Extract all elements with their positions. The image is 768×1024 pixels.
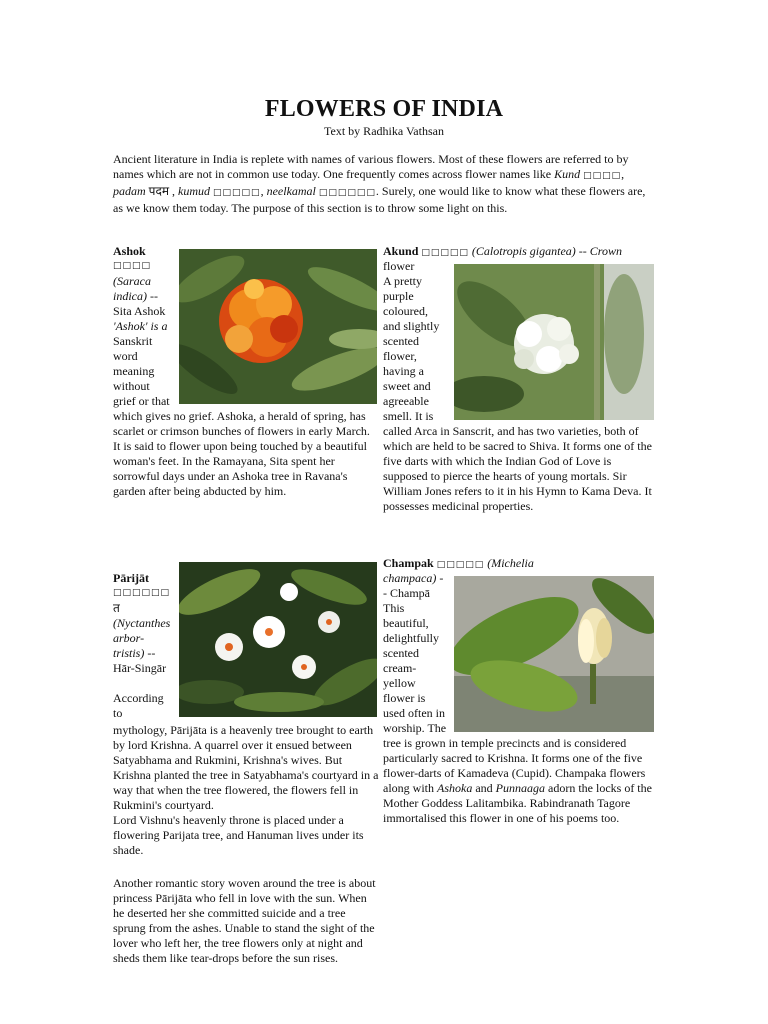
ashok-line: word [113, 349, 138, 363]
champak-line: flower is [383, 691, 426, 705]
term-kund: Kund [554, 167, 581, 181]
parijat-devanagari: त [113, 601, 120, 615]
intro-text-1: Ancient literature in India is replete with names of various flowers. Most of these flowers are referred to by names which are not in common use today. One frequently comes across flower names like [113, 152, 629, 181]
ashok-heading: Ashok [113, 244, 146, 258]
ashok-body: which gives no grief. Ashoka, a herald of spring, has scarlet or crimson bunches of flowers in early March. It is said to flower upon being touched by a beautiful woman's feet. In the Ramayana, Sita spent her sorrowful days under an Ashoka tree in Ravana's garden after being abducted by him. [113, 409, 370, 498]
parijat-scientific-1: (Nyctanthes [113, 616, 171, 630]
ashok-line: grief or that [113, 394, 170, 408]
ashok-scientific-1: (Saraca [113, 274, 151, 288]
champak-glyph: □□□□□ [436, 560, 485, 570]
champak-line: This [383, 601, 405, 615]
akund-line: flower, [383, 349, 417, 363]
champak-body-a: tree is grown in temple precincts and is considered particularly sacred to Krishna. It forms one of the five flower-darts of Kamadeva (Cupid). Champaka flowers along with [383, 736, 646, 795]
intro-text-2: . Surely, one would like to know what these flowers are, as we know them today. The purpose of this section is to throw some light on this. [113, 184, 646, 215]
term-kumud: kumud [178, 184, 211, 198]
term-neelkamal: neelkamal [266, 184, 316, 198]
champak-line: scented [383, 646, 419, 660]
champak-line: cream- [383, 661, 417, 675]
champak-body-b: adorn the locks of the Mother Goddess Lalitambika. Rabindranath Tagore immortalised this flower in one of his poems too. [383, 781, 652, 825]
parijat-line: According [113, 691, 164, 705]
akund-line: and slightly [383, 319, 440, 333]
akund-line: A pretty [383, 274, 422, 288]
champak-line: used often in [383, 706, 445, 720]
ashok-line: Sanskrit [113, 334, 153, 348]
sep-1: , [621, 167, 625, 181]
akund-scientific: (Calotropis gigantea) -- Crown [471, 244, 623, 258]
byline: Text by Radhika Vathsan [324, 124, 444, 138]
champak-and: and [472, 781, 496, 795]
akund-heading: Akund [383, 244, 419, 258]
parijat-body [113, 723, 379, 858]
ashok-photo [179, 249, 377, 404]
parijat-photo [179, 562, 377, 717]
champak-heading: Champak [383, 556, 434, 570]
champak-body [383, 736, 655, 826]
glyph-neelkamal: □□□□□□ [318, 188, 376, 198]
ashok-common-name: Sita Ashok [113, 304, 166, 318]
ashok-glyph: □□□□ [113, 261, 152, 271]
akund-line: smell. It is [383, 409, 434, 423]
parijat-heading: Pārijāt [113, 571, 149, 585]
akund-line: flower [383, 259, 415, 273]
parijat-common-name: Hār-Singār [113, 661, 167, 675]
glyph-kund: □□□□ [583, 171, 622, 181]
akund-glyph: □□□□□ [421, 248, 469, 258]
akund-line: coloured, [383, 304, 428, 318]
term-padam: padam [113, 184, 146, 198]
champak-side-text [383, 571, 453, 736]
champak-line: delightfully [383, 631, 439, 645]
akund-line: scented [383, 334, 419, 348]
parijat-line: to [113, 706, 123, 720]
parijat-body-1: mythology, Pārijāta is a heavenly tree brought to earth by lord Krishna. A quarrel over it ensued between Satyabhama and Rukmini, Krishna's wives. But Krishna planted the tree in Satyabhama's courtyard in a way that when the tree flowered, the flowers fell in Rukmini's courtyard. [113, 723, 379, 812]
akund-photo [454, 264, 654, 420]
intro-paragraph [113, 152, 655, 216]
akund-line: purple [383, 289, 414, 303]
champak-photo [454, 576, 654, 732]
ashok-line: without [113, 379, 150, 393]
champak-line: - Champā [383, 586, 430, 600]
champak-term-punnaaga: Punnaaga [495, 781, 545, 795]
akund-body: called Arca in Sanscrit, and has two varieties, both of which are held to be sacred to Shiva. It forms one of the five darts with which the Indian God of Love is supposed to pierce the hearts of young mortals. Sir William Jones refers to it in his Hymn to Kama Deva. It possesses medicinal properties. [383, 424, 652, 513]
parijat-scientific-2: arbor- [113, 631, 145, 645]
champak-line: beautiful, [383, 616, 429, 630]
parijat-body-3: Another romantic story woven around the tree is about princess Pārijāta who fell in love with the sun. When he deserted her she committed suicide and a tree sprung from the ashes. Unable to stand the sight of the lover who left her, the tree flowers only at night and sheds them like tear-drops before the sun rises. [113, 876, 376, 965]
champak-line: champaca) - [383, 571, 444, 585]
ashok-line: 'Ashok' is a [113, 319, 168, 333]
devanagari-padam: पदम [148, 184, 170, 198]
ashok-line: meaning [113, 364, 155, 378]
akund-line: having a [383, 364, 424, 378]
parijat-body-2: Lord Vishnu's heavenly throne is placed under a flowering Parijata tree, and Hanuman lives under its shade. [113, 813, 364, 857]
akund-line: agreeable [383, 394, 429, 408]
glyph-kumud: □□□□□ [213, 188, 261, 198]
parijat-scientific-3: tristis) -- [113, 646, 156, 660]
akund-side-text [383, 259, 453, 424]
champak-scientific: (Michelia [487, 556, 534, 570]
page-title: FLOWERS OF INDIA [264, 96, 504, 122]
champak-line: worship. The [383, 721, 447, 735]
champak-term-ashoka: Ashoka [437, 781, 473, 795]
akund-line: sweet and [383, 379, 431, 393]
sep-3: , [260, 184, 264, 198]
parijat-glyph: □□□□□□ [113, 588, 171, 598]
parijat-side-text [113, 571, 179, 721]
ashok-side-text [113, 244, 179, 409]
ashok-scientific-2: indica) -- [113, 289, 158, 303]
sep-2: , [172, 184, 176, 198]
champak-line: yellow [383, 676, 416, 690]
